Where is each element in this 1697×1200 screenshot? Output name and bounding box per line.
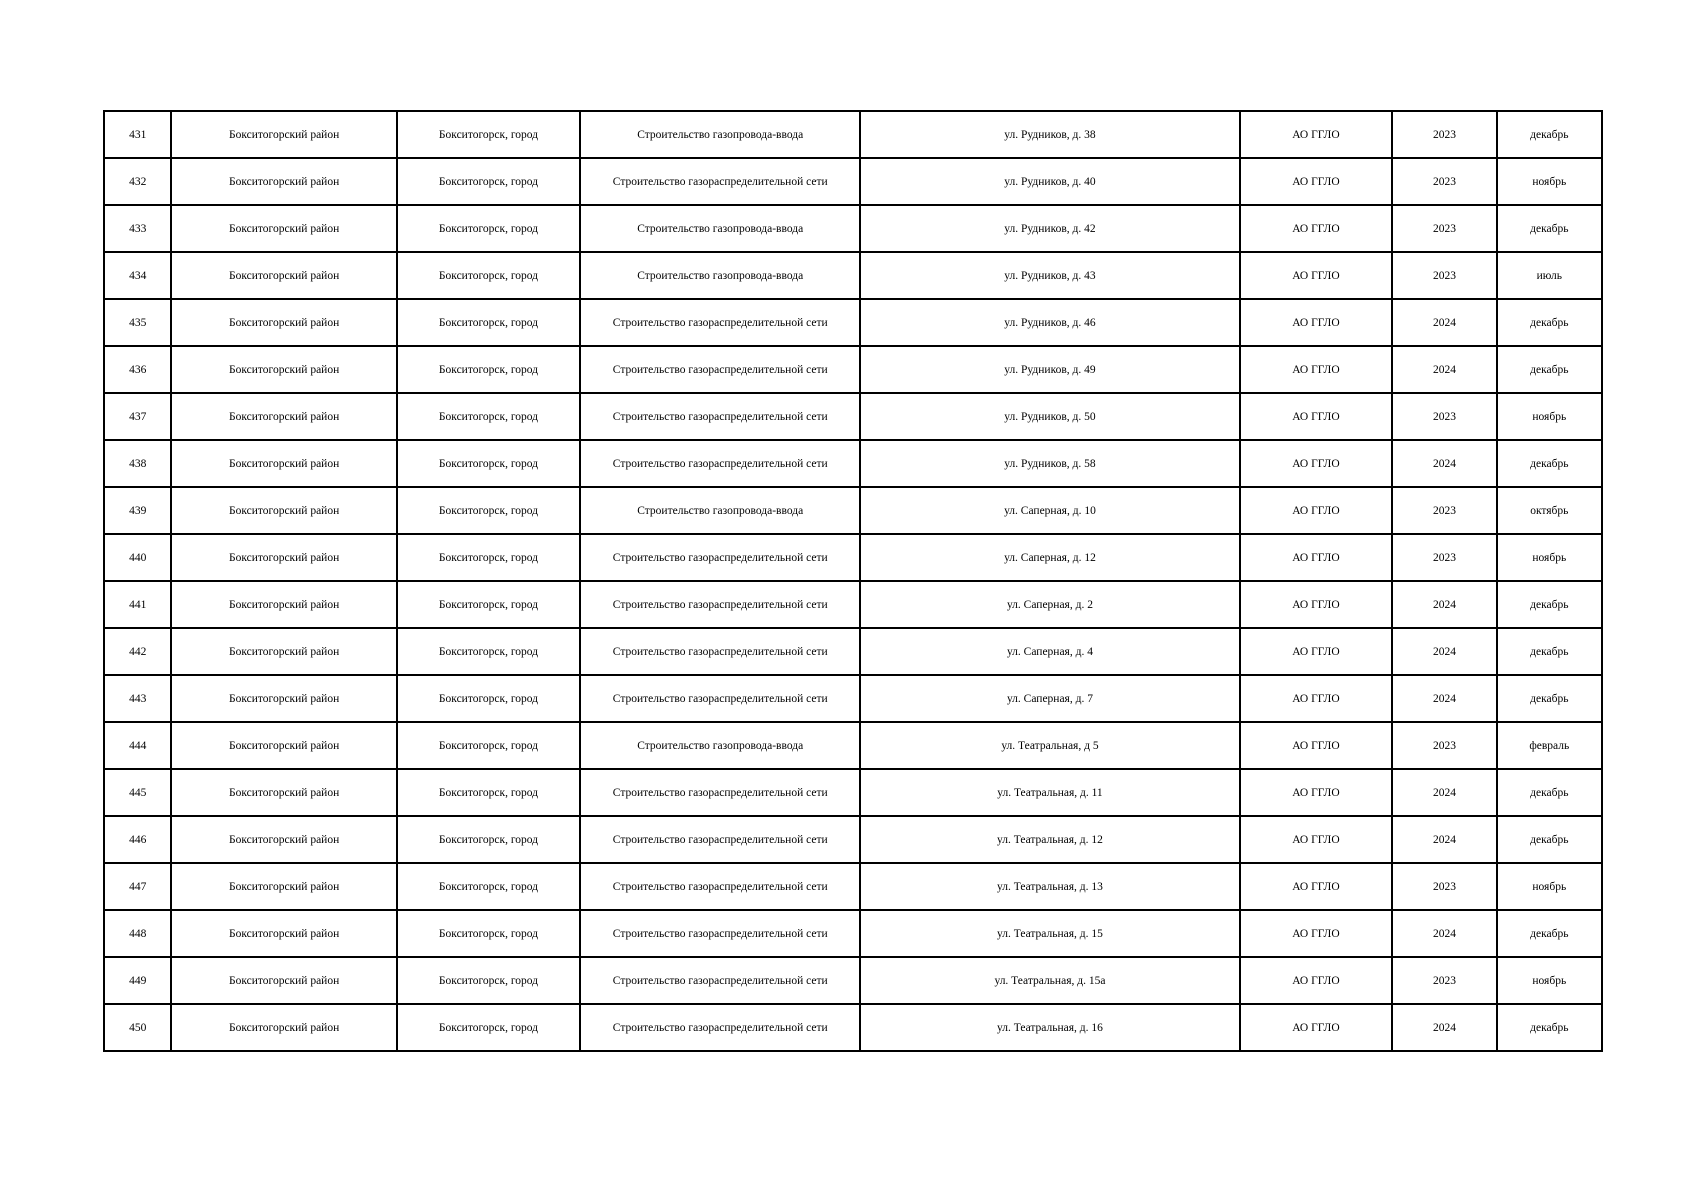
year-cell: 2024 xyxy=(1392,910,1496,957)
month-cell: ноябрь xyxy=(1497,393,1602,440)
month-cell: июль xyxy=(1497,252,1602,299)
organization-cell: АО ГГЛО xyxy=(1240,111,1393,158)
row-number-cell: 434 xyxy=(104,252,171,299)
table-row xyxy=(104,111,1602,158)
locality-cell: Бокситогорск, город xyxy=(397,393,580,440)
district-cell: Бокситогорский район xyxy=(171,628,396,675)
table-row xyxy=(104,346,1602,393)
address-cell: ул. Театральная, д. 15а xyxy=(860,957,1239,1004)
locality-cell: Бокситогорск, город xyxy=(397,346,580,393)
work-type-cell: Строительство газопровода-ввода xyxy=(580,111,860,158)
address-cell: ул. Рудников, д. 49 xyxy=(860,346,1239,393)
work-type-cell: Строительство газопровода-ввода xyxy=(580,205,860,252)
year-cell: 2023 xyxy=(1392,863,1496,910)
address-cell: ул. Саперная, д. 12 xyxy=(860,534,1239,581)
organization-cell: АО ГГЛО xyxy=(1240,1004,1393,1051)
month-cell: декабрь xyxy=(1497,205,1602,252)
year-cell: 2024 xyxy=(1392,440,1496,487)
organization-cell: АО ГГЛО xyxy=(1240,722,1393,769)
year-cell: 2023 xyxy=(1392,111,1496,158)
table-row xyxy=(104,440,1602,487)
organization-cell: АО ГГЛО xyxy=(1240,910,1393,957)
row-number-cell: 440 xyxy=(104,534,171,581)
table-row xyxy=(104,393,1602,440)
district-cell: Бокситогорский район xyxy=(171,252,396,299)
month-cell: февраль xyxy=(1497,722,1602,769)
work-type-cell: Строительство газораспределительной сети xyxy=(580,299,860,346)
address-cell: ул. Рудников, д. 50 xyxy=(860,393,1239,440)
year-cell: 2023 xyxy=(1392,487,1496,534)
address-cell: ул. Саперная, д. 7 xyxy=(860,675,1239,722)
locality-cell: Бокситогорск, город xyxy=(397,205,580,252)
address-cell: ул. Саперная, д. 10 xyxy=(860,487,1239,534)
district-cell: Бокситогорский район xyxy=(171,722,396,769)
locality-cell: Бокситогорск, город xyxy=(397,628,580,675)
gasification-schedule-table xyxy=(103,110,1603,1052)
month-cell: ноябрь xyxy=(1497,534,1602,581)
work-type-cell: Строительство газораспределительной сети xyxy=(580,957,860,1004)
month-cell: декабрь xyxy=(1497,581,1602,628)
organization-cell: АО ГГЛО xyxy=(1240,816,1393,863)
work-type-cell: Строительство газораспределительной сети xyxy=(580,581,860,628)
year-cell: 2024 xyxy=(1392,628,1496,675)
district-cell: Бокситогорский район xyxy=(171,910,396,957)
row-number-cell: 446 xyxy=(104,816,171,863)
locality-cell: Бокситогорск, город xyxy=(397,581,580,628)
month-cell: декабрь xyxy=(1497,675,1602,722)
organization-cell: АО ГГЛО xyxy=(1240,769,1393,816)
table-row xyxy=(104,534,1602,581)
locality-cell: Бокситогорск, город xyxy=(397,769,580,816)
year-cell: 2024 xyxy=(1392,1004,1496,1051)
work-type-cell: Строительство газораспределительной сети xyxy=(580,440,860,487)
work-type-cell: Строительство газораспределительной сети xyxy=(580,1004,860,1051)
month-cell: октябрь xyxy=(1497,487,1602,534)
year-cell: 2023 xyxy=(1392,393,1496,440)
row-number-cell: 448 xyxy=(104,910,171,957)
locality-cell: Бокситогорск, город xyxy=(397,957,580,1004)
locality-cell: Бокситогорск, город xyxy=(397,534,580,581)
year-cell: 2024 xyxy=(1392,581,1496,628)
locality-cell: Бокситогорск, город xyxy=(397,487,580,534)
row-number-cell: 447 xyxy=(104,863,171,910)
work-type-cell: Строительство газопровода-ввода xyxy=(580,487,860,534)
table-row xyxy=(104,628,1602,675)
row-number-cell: 450 xyxy=(104,1004,171,1051)
address-cell: ул. Саперная, д. 4 xyxy=(860,628,1239,675)
row-number-cell: 442 xyxy=(104,628,171,675)
locality-cell: Бокситогорск, город xyxy=(397,863,580,910)
organization-cell: АО ГГЛО xyxy=(1240,299,1393,346)
address-cell: ул. Театральная, д 5 xyxy=(860,722,1239,769)
table-row xyxy=(104,816,1602,863)
locality-cell: Бокситогорск, город xyxy=(397,111,580,158)
district-cell: Бокситогорский район xyxy=(171,346,396,393)
address-cell: ул. Рудников, д. 40 xyxy=(860,158,1239,205)
district-cell: Бокситогорский район xyxy=(171,487,396,534)
organization-cell: АО ГГЛО xyxy=(1240,628,1393,675)
row-number-cell: 431 xyxy=(104,111,171,158)
table-body xyxy=(104,111,1602,1051)
table-row xyxy=(104,675,1602,722)
organization-cell: АО ГГЛО xyxy=(1240,534,1393,581)
organization-cell: АО ГГЛО xyxy=(1240,863,1393,910)
month-cell: ноябрь xyxy=(1497,863,1602,910)
year-cell: 2024 xyxy=(1392,675,1496,722)
district-cell: Бокситогорский район xyxy=(171,299,396,346)
year-cell: 2023 xyxy=(1392,252,1496,299)
organization-cell: АО ГГЛО xyxy=(1240,581,1393,628)
district-cell: Бокситогорский район xyxy=(171,534,396,581)
organization-cell: АО ГГЛО xyxy=(1240,957,1393,1004)
table-row xyxy=(104,252,1602,299)
organization-cell: АО ГГЛО xyxy=(1240,393,1393,440)
work-type-cell: Строительство газораспределительной сети xyxy=(580,393,860,440)
district-cell: Бокситогорский район xyxy=(171,205,396,252)
locality-cell: Бокситогорск, город xyxy=(397,1004,580,1051)
month-cell: ноябрь xyxy=(1497,158,1602,205)
address-cell: ул. Театральная, д. 15 xyxy=(860,910,1239,957)
address-cell: ул. Рудников, д. 43 xyxy=(860,252,1239,299)
district-cell: Бокситогорский район xyxy=(171,440,396,487)
district-cell: Бокситогорский район xyxy=(171,769,396,816)
table-row xyxy=(104,1004,1602,1051)
work-type-cell: Строительство газораспределительной сети xyxy=(580,534,860,581)
table-row xyxy=(104,487,1602,534)
work-type-cell: Строительство газораспределительной сети xyxy=(580,158,860,205)
work-type-cell: Строительство газораспределительной сети xyxy=(580,675,860,722)
work-type-cell: Строительство газораспределительной сети xyxy=(580,910,860,957)
organization-cell: АО ГГЛО xyxy=(1240,487,1393,534)
address-cell: ул. Рудников, д. 38 xyxy=(860,111,1239,158)
month-cell: декабрь xyxy=(1497,910,1602,957)
table-row xyxy=(104,158,1602,205)
address-cell: ул. Рудников, д. 46 xyxy=(860,299,1239,346)
work-type-cell: Строительство газораспределительной сети xyxy=(580,346,860,393)
year-cell: 2023 xyxy=(1392,957,1496,1004)
table-row xyxy=(104,910,1602,957)
month-cell: декабрь xyxy=(1497,816,1602,863)
work-type-cell: Строительство газопровода-ввода xyxy=(580,252,860,299)
locality-cell: Бокситогорск, город xyxy=(397,252,580,299)
address-cell: ул. Театральная, д. 13 xyxy=(860,863,1239,910)
work-type-cell: Строительство газораспределительной сети xyxy=(580,863,860,910)
month-cell: ноябрь xyxy=(1497,957,1602,1004)
work-type-cell: Строительство газораспределительной сети xyxy=(580,816,860,863)
year-cell: 2024 xyxy=(1392,346,1496,393)
district-cell: Бокситогорский район xyxy=(171,816,396,863)
address-cell: ул. Театральная, д. 12 xyxy=(860,816,1239,863)
address-cell: ул. Театральная, д. 11 xyxy=(860,769,1239,816)
month-cell: декабрь xyxy=(1497,1004,1602,1051)
row-number-cell: 437 xyxy=(104,393,171,440)
row-number-cell: 435 xyxy=(104,299,171,346)
row-number-cell: 441 xyxy=(104,581,171,628)
district-cell: Бокситогорский район xyxy=(171,675,396,722)
district-cell: Бокситогорский район xyxy=(171,1004,396,1051)
table-row xyxy=(104,863,1602,910)
row-number-cell: 433 xyxy=(104,205,171,252)
row-number-cell: 439 xyxy=(104,487,171,534)
locality-cell: Бокситогорск, город xyxy=(397,816,580,863)
month-cell: декабрь xyxy=(1497,111,1602,158)
table-row xyxy=(104,722,1602,769)
locality-cell: Бокситогорск, город xyxy=(397,299,580,346)
row-number-cell: 445 xyxy=(104,769,171,816)
district-cell: Бокситогорский район xyxy=(171,158,396,205)
organization-cell: АО ГГЛО xyxy=(1240,440,1393,487)
organization-cell: АО ГГЛО xyxy=(1240,205,1393,252)
address-cell: ул. Рудников, д. 58 xyxy=(860,440,1239,487)
row-number-cell: 438 xyxy=(104,440,171,487)
year-cell: 2023 xyxy=(1392,722,1496,769)
year-cell: 2023 xyxy=(1392,158,1496,205)
organization-cell: АО ГГЛО xyxy=(1240,252,1393,299)
row-number-cell: 443 xyxy=(104,675,171,722)
organization-cell: АО ГГЛО xyxy=(1240,158,1393,205)
year-cell: 2024 xyxy=(1392,816,1496,863)
locality-cell: Бокситогорск, город xyxy=(397,440,580,487)
address-cell: ул. Театральная, д. 16 xyxy=(860,1004,1239,1051)
row-number-cell: 436 xyxy=(104,346,171,393)
table-row xyxy=(104,957,1602,1004)
locality-cell: Бокситогорск, город xyxy=(397,722,580,769)
row-number-cell: 444 xyxy=(104,722,171,769)
address-cell: ул. Рудников, д. 42 xyxy=(860,205,1239,252)
district-cell: Бокситогорский район xyxy=(171,957,396,1004)
year-cell: 2023 xyxy=(1392,534,1496,581)
year-cell: 2023 xyxy=(1392,205,1496,252)
row-number-cell: 449 xyxy=(104,957,171,1004)
address-cell: ул. Саперная, д. 2 xyxy=(860,581,1239,628)
table-row xyxy=(104,581,1602,628)
table-row xyxy=(104,299,1602,346)
row-number-cell: 432 xyxy=(104,158,171,205)
locality-cell: Бокситогорск, город xyxy=(397,910,580,957)
organization-cell: АО ГГЛО xyxy=(1240,346,1393,393)
table-row xyxy=(104,769,1602,816)
year-cell: 2024 xyxy=(1392,769,1496,816)
work-type-cell: Строительство газораспределительной сети xyxy=(580,628,860,675)
locality-cell: Бокситогорск, город xyxy=(397,158,580,205)
district-cell: Бокситогорский район xyxy=(171,581,396,628)
work-type-cell: Строительство газораспределительной сети xyxy=(580,769,860,816)
month-cell: декабрь xyxy=(1497,769,1602,816)
organization-cell: АО ГГЛО xyxy=(1240,675,1393,722)
district-cell: Бокситогорский район xyxy=(171,111,396,158)
work-type-cell: Строительство газопровода-ввода xyxy=(580,722,860,769)
month-cell: декабрь xyxy=(1497,346,1602,393)
month-cell: декабрь xyxy=(1497,440,1602,487)
year-cell: 2024 xyxy=(1392,299,1496,346)
month-cell: декабрь xyxy=(1497,299,1602,346)
district-cell: Бокситогорский район xyxy=(171,393,396,440)
table-row xyxy=(104,205,1602,252)
locality-cell: Бокситогорск, город xyxy=(397,675,580,722)
district-cell: Бокситогорский район xyxy=(171,863,396,910)
month-cell: декабрь xyxy=(1497,628,1602,675)
